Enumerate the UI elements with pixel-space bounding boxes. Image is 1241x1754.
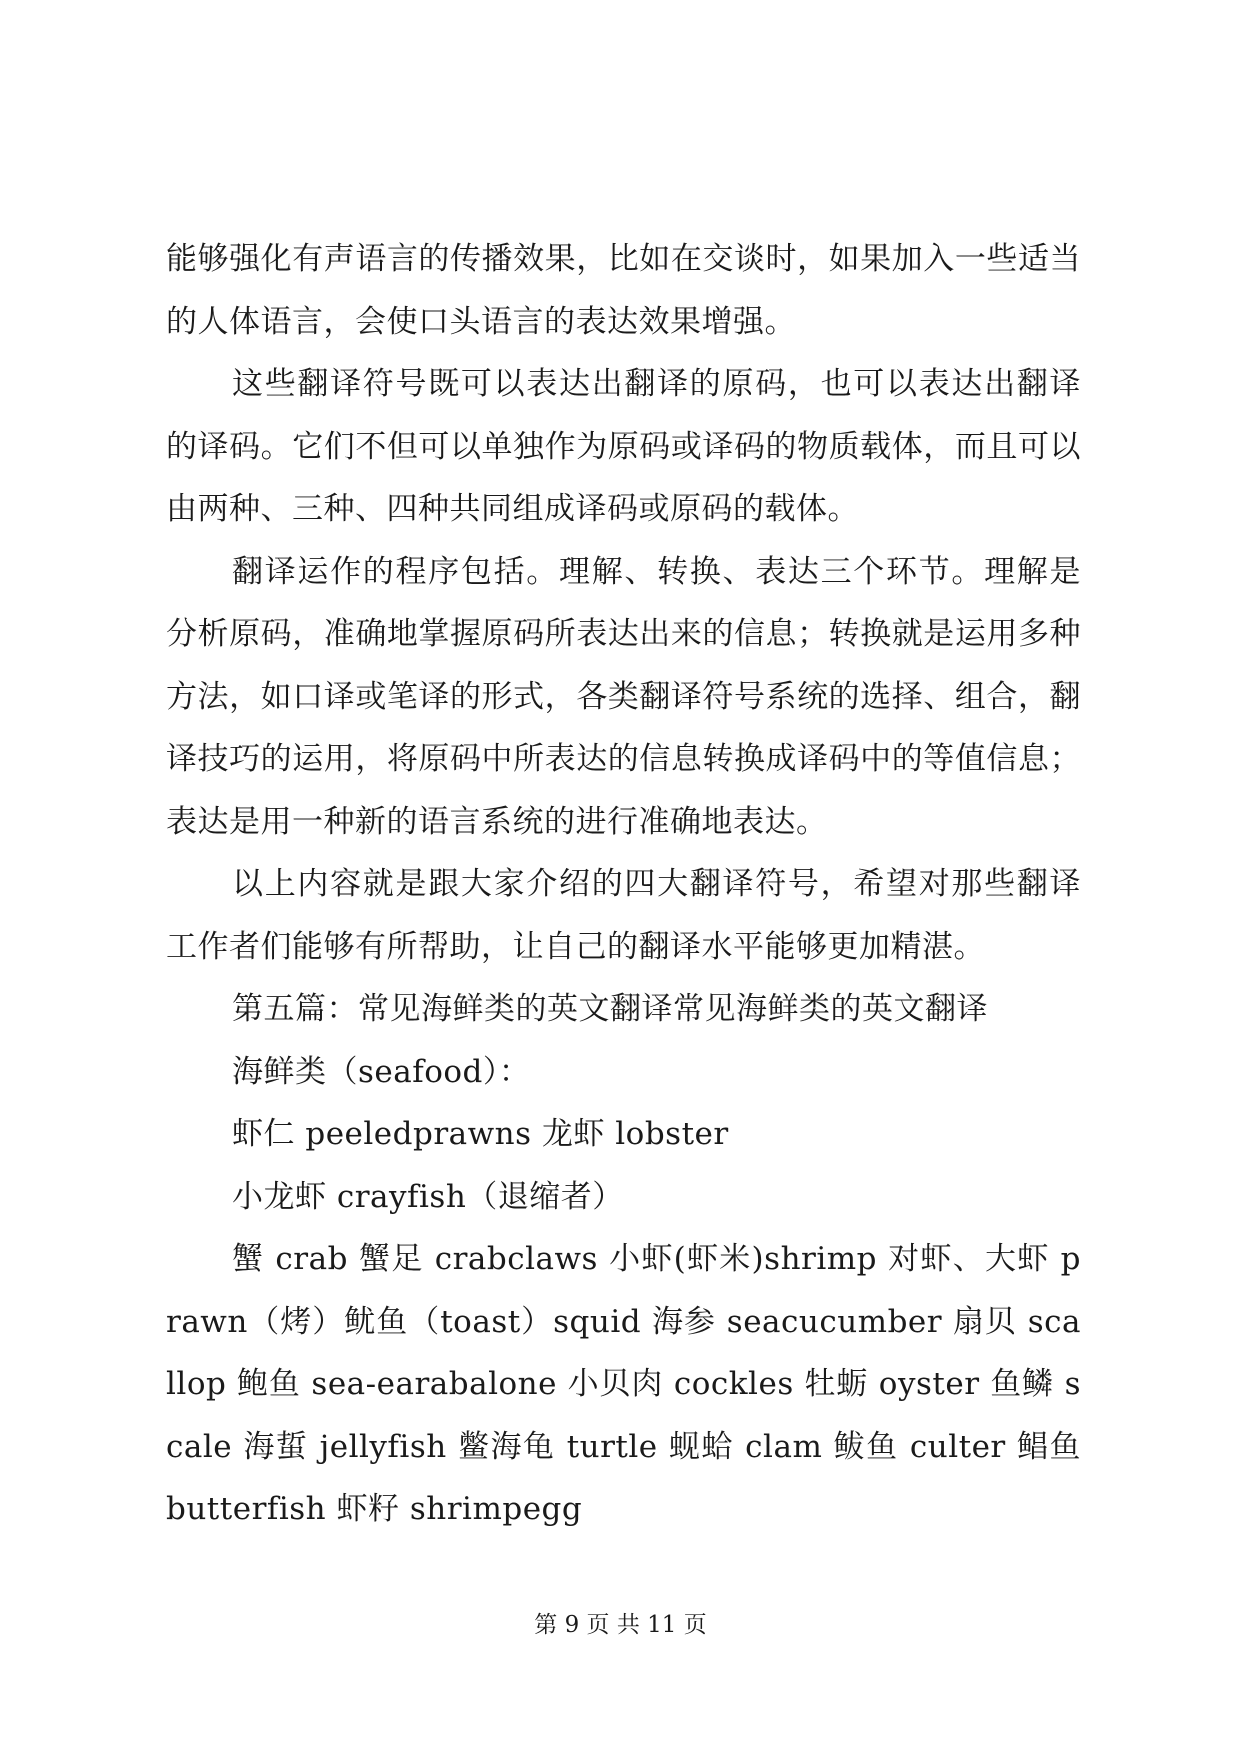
paragraph-1: 能够强化有声语言的传播效果，比如在交谈时，如果加入一些适当的人体语言，会使口头语言的表达效果增强。 bbox=[166, 241, 1081, 340]
vocab-paragraph: 蟹 crab 蟹足 crabclaws 小虾(虾米)shrimp 对虾、大虾 prawn（烤）鱿鱼（toast）squid 海参 seacucumber 扇贝 scallop 鲍鱼 sea-earabalone 小贝肉 cockles 牡蛎 oyster 鱼鳞 scale 海蜇 jellyfish 鳖海龟 turtle 蚬蛤 clam 鲅鱼 culter 鲳鱼 butterfish 虾籽 shrimpegg bbox=[166, 1241, 1081, 1527]
vocab-line-1: 虾仁 peeledprawns 龙虾 lobster bbox=[232, 1116, 729, 1152]
category-heading: 海鲜类（seafood）： bbox=[232, 1053, 531, 1090]
document-body bbox=[166, 228, 1081, 1541]
paragraph-2: 这些翻译符号既可以表达出翻译的原码，也可以表达出翻译的译码。它们不但可以单独作为原码或译码的物质载体，而且可以由两种、三种、四种共同组成译码或原码的载体。 bbox=[166, 366, 1081, 527]
vocab-line-2: 小龙虾 crayfish（退缩者） bbox=[232, 1178, 624, 1215]
page-footer: 第 9 页 共 11 页 bbox=[534, 1612, 707, 1638]
section-heading: 第五篇：常见海鲜类的英文翻译常见海鲜类的英文翻译 bbox=[232, 991, 988, 1027]
paragraph-4: 以上内容就是跟大家介绍的四大翻译符号，希望对那些翻译工作者们能够有所帮助，让自己的翻译水平能够更加精湛。 bbox=[166, 866, 1081, 965]
paragraph-3: 翻译运作的程序包括。理解、转换、表达三个环节。理解是分析原码，准确地掌握原码所表达出来的信息；转换就是运用多种方法，如口译或笔译的形式，各类翻译符号系统的选择、组合，翻译技巧的运用，将原码中所表达的信息转换成译码中的等值信息；表达是用一种新的语言系统的进行准确地表达。 bbox=[166, 553, 1081, 840]
